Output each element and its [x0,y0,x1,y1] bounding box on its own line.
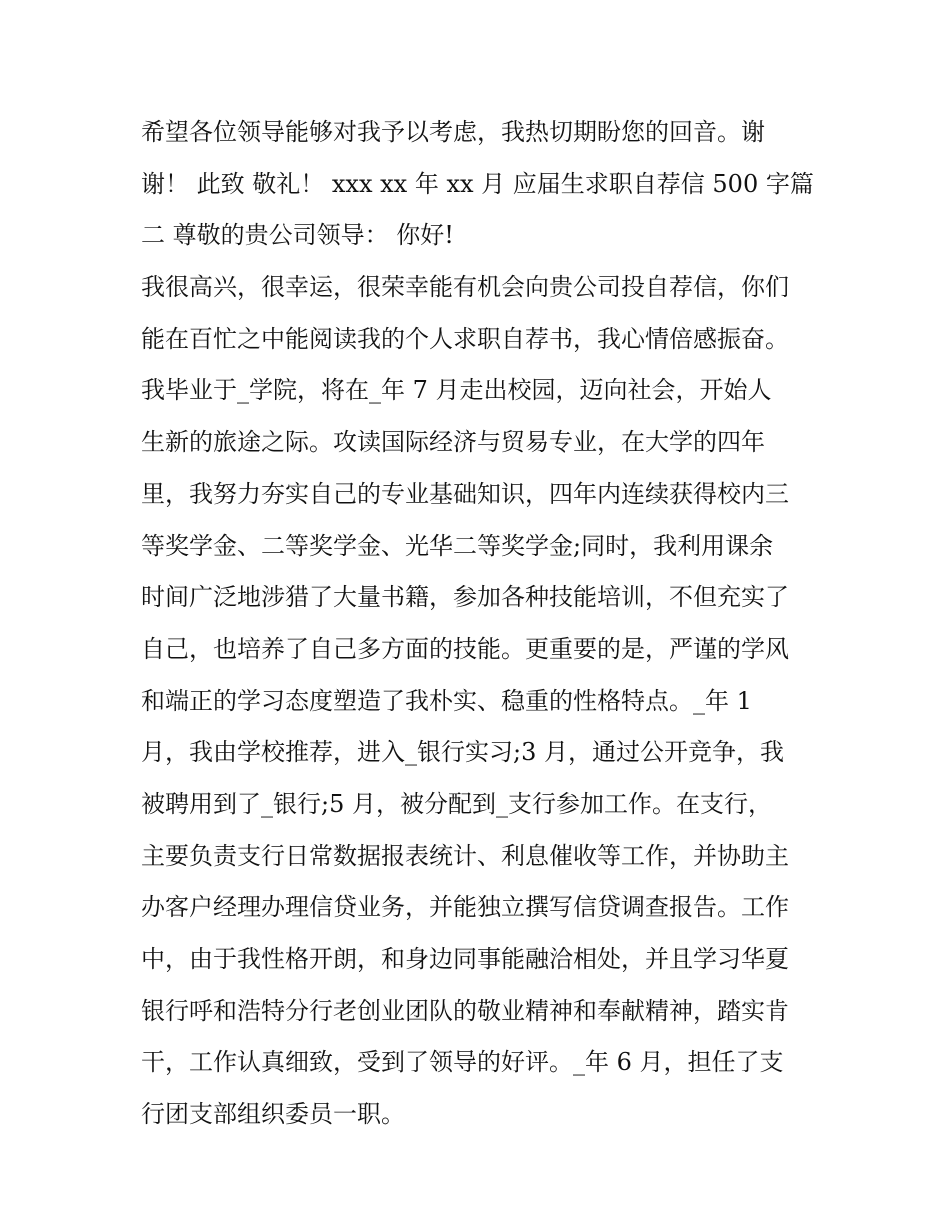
text-line: 月，我由学校推荐，进入_银行实习;3 月，通过公开竞争，我 [141,738,784,767]
text-line: 银行呼和浩特分行老创业团队的敬业精神和奉献精神，踏实肯 [141,996,789,1025]
text-line: 被聘用到了_银行;5 月，被分配到_支行参加工作。在支行， [141,789,772,818]
text-line: 中，由于我性格开朗，和身边同事能融洽相处，并且学习华夏 [141,945,789,973]
text-line: 我很高兴，很幸运，很荣幸能有机会向贵公司投自荐信，你们 [141,273,789,302]
text-line: 自己，也培养了自己多方面的技能。更重要的是，严谨的学风 [141,634,789,663]
text-line: 里，我努力夯实自己的专业基础知识，四年内连续获得校内三 [141,479,789,508]
text-line: 主要负责支行日常数据报表统计、利息催收等工作，并协助主 [141,841,789,870]
text-line: 行团支部组织委员一职。 [141,1100,405,1129]
text-line: 我毕业于_学院，将在_年 7 月走出校园，迈向社会，开始人 [141,376,772,405]
text-line: 能在百忙之中能阅读我的个人求职自荐书，我心情倍感振奋。 [141,324,789,353]
text-line: 办客户经理办理信贷业务，并能独立撰写信贷调查报告。工作 [141,893,789,922]
text-line: 二 尊敬的贵公司领导： 你好! [141,221,454,250]
text-line: 生新的旅途之际。攻读国际经济与贸易专业，在大学的四年 [141,428,765,457]
text-line: 和端正的学习态度塑造了我朴实、稳重的性格特点。_年 1 [141,686,752,715]
text-line: 希望各位领导能够对我予以考虑，我热切期盼您的回音。谢 [141,118,765,146]
text-line: 谢！ 此致 敬礼！ xxx xx 年 xx 月 应届生求职自荐信 500 字篇 [141,169,814,198]
text-line: 时间广泛地涉猎了大量书籍，参加各种技能培训，不但充实了 [141,583,789,612]
letter-body [141,107,821,1141]
text-line: 等奖学金、二等奖学金、光华二等奖学金;同时，我利用课余 [141,531,774,560]
text-line: 干，工作认真细致，受到了领导的好评。_年 6 月，担任了支 [141,1048,784,1077]
